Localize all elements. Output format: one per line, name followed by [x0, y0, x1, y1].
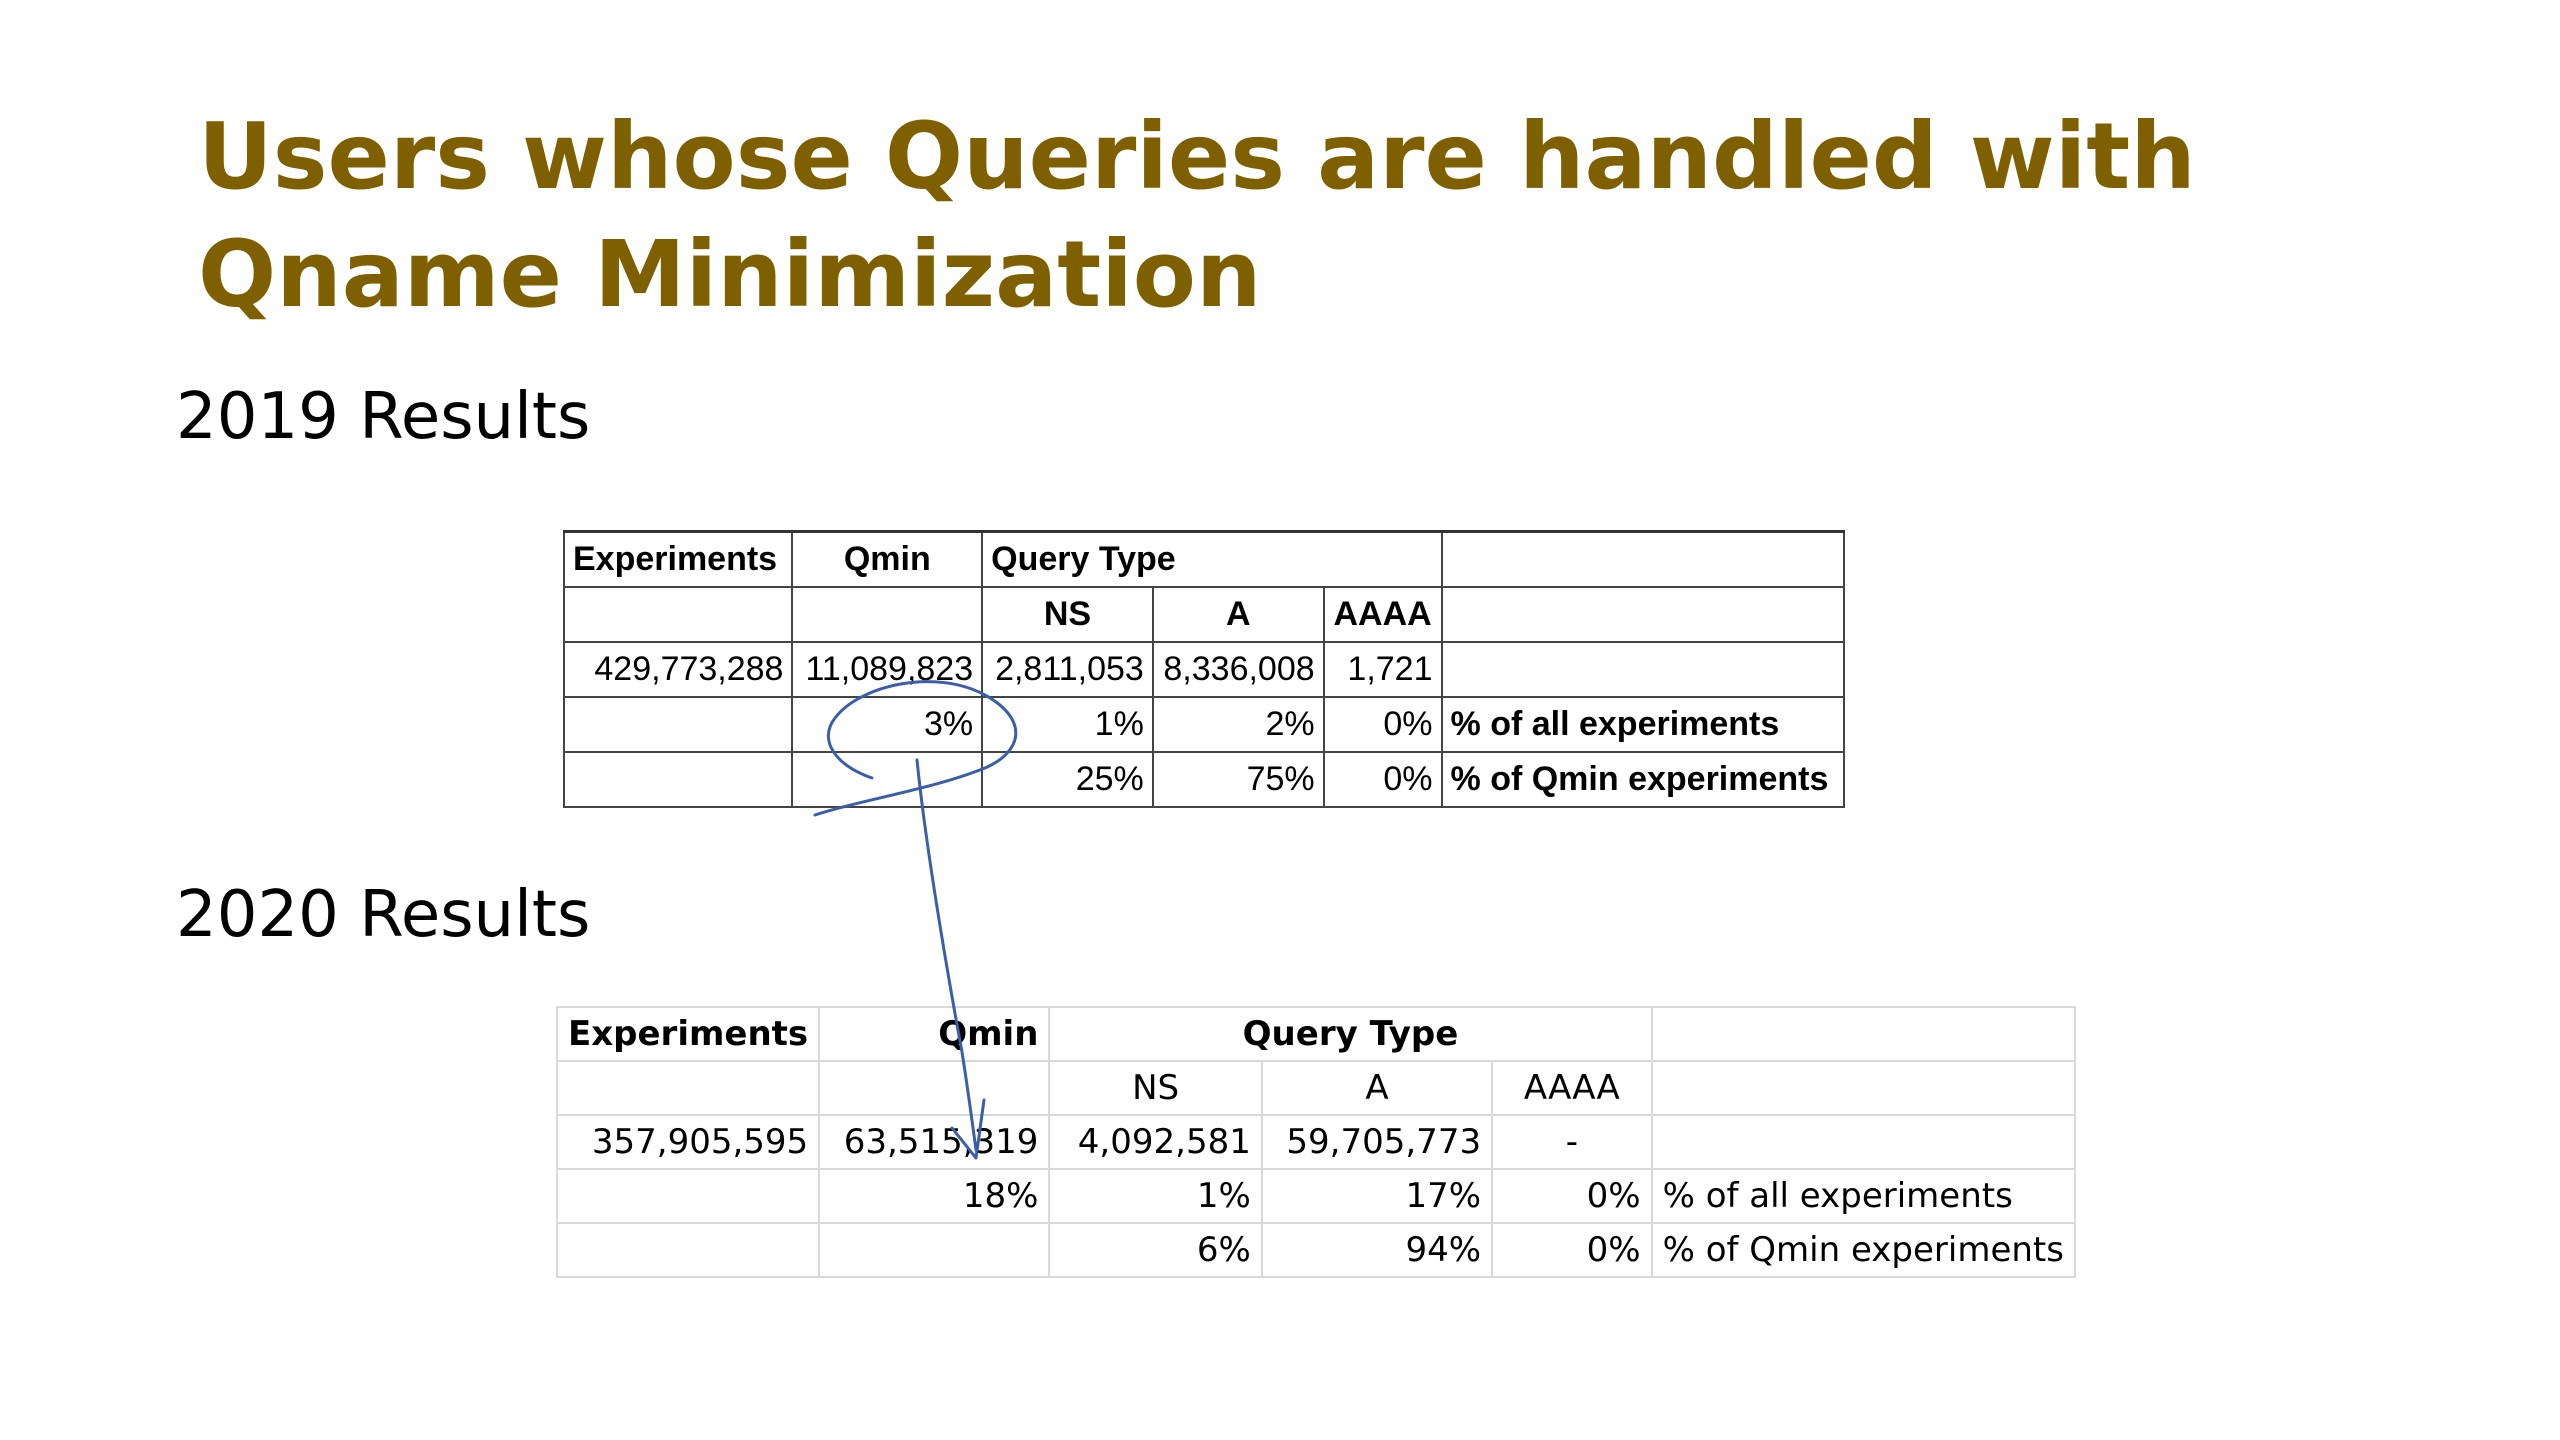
count-experiments: 429,773,288	[564, 642, 792, 697]
header-empty	[1652, 1007, 2075, 1061]
pct-qmin-label: % of Qmin experiments	[1442, 752, 1844, 807]
cell-empty	[564, 587, 792, 642]
count-a: 8,336,008	[1153, 642, 1324, 697]
pct-all-qmin: 18%	[819, 1169, 1049, 1223]
cell-empty	[557, 1169, 819, 1223]
table-row-counts	[557, 1115, 2075, 1169]
results-2020-heading: 2020 Results	[176, 878, 591, 952]
count-experiments: 357,905,595	[557, 1115, 819, 1169]
count-aaaa: -	[1492, 1115, 1652, 1169]
header-experiments: Experiments	[564, 532, 792, 588]
pct-all-label: % of all experiments	[1652, 1169, 2075, 1223]
results-2020-table	[556, 1006, 2076, 1278]
subheader-aaaa: AAAA	[1492, 1061, 1652, 1115]
pct-all-a: 2%	[1153, 697, 1324, 752]
table-row-pct-qmin	[564, 752, 1844, 807]
pct-qmin-label: % of Qmin experiments	[1652, 1223, 2075, 1277]
table-header-row	[557, 1007, 2075, 1061]
pct-qmin-a: 75%	[1153, 752, 1324, 807]
pct-all-qmin: 3%	[792, 697, 982, 752]
subheader-a: A	[1262, 1061, 1492, 1115]
pct-qmin-aaaa: 0%	[1324, 752, 1442, 807]
header-experiments: Experiments	[557, 1007, 819, 1061]
pct-qmin-a: 94%	[1262, 1223, 1492, 1277]
count-ns: 4,092,581	[1049, 1115, 1261, 1169]
subheader-a: A	[1153, 587, 1324, 642]
subheader-aaaa: AAAA	[1324, 587, 1442, 642]
pct-qmin-ns: 25%	[982, 752, 1153, 807]
header-empty	[1442, 532, 1844, 588]
header-qmin: Qmin	[819, 1007, 1049, 1061]
table-row-pct-qmin	[557, 1223, 2075, 1277]
count-qmin: 63,515,319	[819, 1115, 1049, 1169]
table-row-pct-all	[557, 1169, 2075, 1223]
count-ns: 2,811,053	[982, 642, 1153, 697]
cell-empty	[819, 1223, 1049, 1277]
cell-empty	[1442, 642, 1844, 697]
count-qmin: 11,089,823	[792, 642, 982, 697]
cell-empty	[819, 1061, 1049, 1115]
cell-empty	[1652, 1115, 2075, 1169]
table-row-counts	[564, 642, 1844, 697]
header-query-type: Query Type	[1049, 1007, 1651, 1061]
pct-all-ns: 1%	[982, 697, 1153, 752]
pct-all-label: % of all experiments	[1442, 697, 1844, 752]
cell-empty	[564, 697, 792, 752]
cell-empty	[557, 1061, 819, 1115]
cell-empty	[564, 752, 792, 807]
cell-empty	[792, 587, 982, 642]
pct-qmin-aaaa: 0%	[1492, 1223, 1652, 1277]
table-subheader-row	[557, 1061, 2075, 1115]
pct-all-aaaa: 0%	[1492, 1169, 1652, 1223]
header-qmin: Qmin	[792, 532, 982, 588]
cell-empty	[1442, 587, 1844, 642]
table-row-pct-all	[564, 697, 1844, 752]
results-2019-table	[563, 530, 1845, 808]
count-aaaa: 1,721	[1324, 642, 1442, 697]
subheader-ns: NS	[982, 587, 1153, 642]
header-query-type: Query Type	[982, 532, 1441, 588]
cell-empty	[1652, 1061, 2075, 1115]
count-a: 59,705,773	[1262, 1115, 1492, 1169]
pct-qmin-ns: 6%	[1049, 1223, 1261, 1277]
cell-empty	[557, 1223, 819, 1277]
cell-empty	[792, 752, 982, 807]
table-header-row	[564, 532, 1844, 588]
results-2019-heading: 2019 Results	[176, 380, 591, 454]
pct-all-ns: 1%	[1049, 1169, 1261, 1223]
pct-all-a: 17%	[1262, 1169, 1492, 1223]
table-subheader-row	[564, 587, 1844, 642]
pct-all-aaaa: 0%	[1324, 697, 1442, 752]
subheader-ns: NS	[1049, 1061, 1261, 1115]
slide-title: Users whose Queries are handled with Qname Minimization	[198, 103, 2196, 328]
